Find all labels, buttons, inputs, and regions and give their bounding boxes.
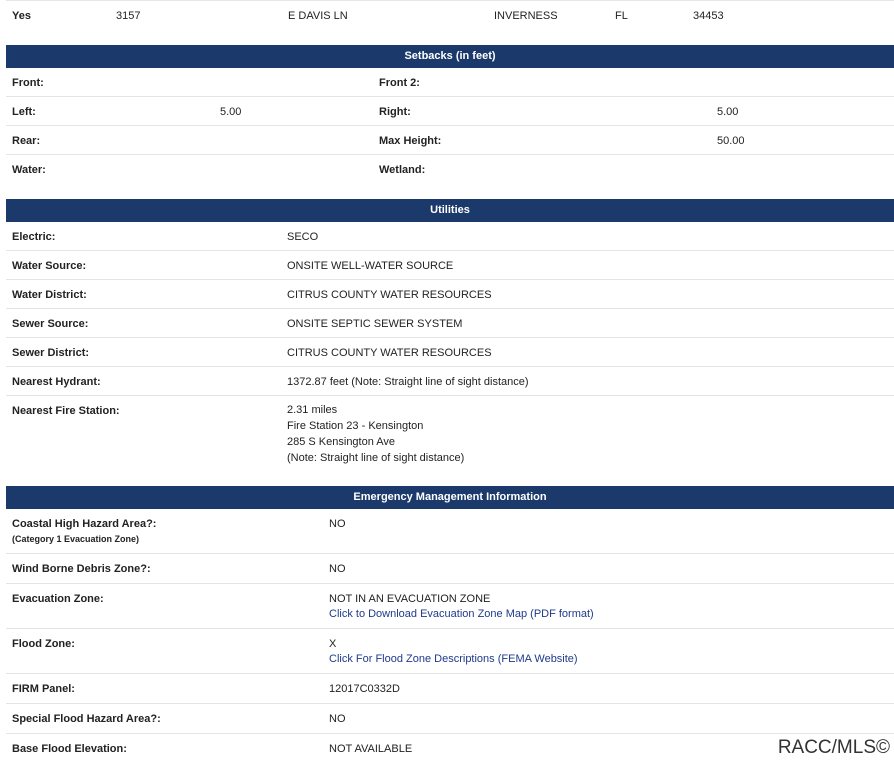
coastal-label: Coastal High Hazard Area?: bbox=[12, 518, 157, 530]
setbacks-row-water bbox=[6, 155, 894, 183]
top-col3: E DAVIS LN bbox=[288, 10, 348, 22]
fire-station-label: Nearest Fire Station: bbox=[12, 405, 120, 417]
fire-station-name: Fire Station 23 - Kensington bbox=[287, 420, 424, 432]
fire-station-address: 285 S Kensington Ave bbox=[287, 436, 396, 448]
utility-row-electric bbox=[6, 222, 894, 251]
water-source-value: ONSITE WELL-WATER SOURCE bbox=[287, 260, 454, 272]
bfe-value: NOT AVAILABLE bbox=[329, 743, 413, 755]
address-row bbox=[6, 0, 894, 35]
emergency-section bbox=[6, 486, 894, 763]
emergency-row-firm bbox=[6, 674, 894, 704]
emergency-row-bfe bbox=[6, 734, 894, 763]
electric-value: SECO bbox=[287, 231, 319, 243]
sewer-district-label: Sewer District: bbox=[12, 347, 90, 359]
wind-label: Wind Borne Debris Zone?: bbox=[12, 563, 151, 575]
flood-label: Flood Zone: bbox=[12, 638, 75, 650]
sewer-source-value: ONSITE SEPTIC SEWER SYSTEM bbox=[287, 318, 463, 330]
utilities-section bbox=[6, 199, 894, 487]
setbacks-row-front bbox=[6, 68, 894, 97]
wetland-label: Wetland: bbox=[379, 164, 426, 176]
water-source-label: Water Source: bbox=[12, 260, 87, 272]
top-col6: 34453 bbox=[693, 10, 724, 22]
evac-value: NOT IN AN EVACUATION ZONE bbox=[329, 593, 491, 605]
utility-row-water-source bbox=[6, 251, 894, 280]
firm-label: FIRM Panel: bbox=[12, 683, 75, 695]
top-col1: Yes bbox=[12, 10, 31, 22]
left-value: 5.00 bbox=[220, 106, 242, 118]
water-district-value: CITRUS COUNTY WATER RESOURCES bbox=[287, 289, 492, 301]
max-height-value: 50.00 bbox=[717, 135, 745, 147]
hydrant-value: 1372.87 feet (Note: Straight line of sight distance) bbox=[287, 376, 529, 388]
evac-map-link[interactable]: Click to Download Evacuation Zone Map (PDF format) bbox=[329, 608, 594, 620]
emergency-row-wind bbox=[6, 554, 894, 584]
front2-label: Front 2: bbox=[379, 77, 420, 89]
flood-zone-link[interactable]: Click For Flood Zone Descriptions (FEMA Website) bbox=[329, 653, 578, 665]
right-label: Right: bbox=[379, 106, 411, 118]
sewer-district-value: CITRUS COUNTY WATER RESOURCES bbox=[287, 347, 492, 359]
coastal-sub-label: (Category 1 Evacuation Zone) bbox=[12, 534, 140, 544]
fire-station-value bbox=[287, 402, 464, 466]
coastal-value: NO bbox=[329, 518, 346, 530]
utility-row-sewer-source bbox=[6, 309, 894, 338]
utility-row-sewer-district bbox=[6, 338, 894, 367]
emergency-row-evac bbox=[6, 584, 894, 629]
bfe-label: Base Flood Elevation: bbox=[12, 743, 127, 755]
water-district-label: Water District: bbox=[12, 289, 87, 301]
top-col2: 3157 bbox=[116, 10, 141, 22]
flood-value: X bbox=[329, 638, 337, 650]
evac-label: Evacuation Zone: bbox=[12, 593, 104, 605]
max-height-label: Max Height: bbox=[379, 135, 442, 147]
emergency-row-flood bbox=[6, 629, 894, 674]
fire-station-note: (Note: Straight line of sight distance) bbox=[287, 452, 465, 464]
emergency-row-sfha bbox=[6, 704, 894, 734]
utilities-header: Utilities bbox=[6, 199, 894, 222]
wind-value: NO bbox=[329, 563, 346, 575]
top-col4: INVERNESS bbox=[494, 10, 558, 22]
emergency-header: Emergency Management Information bbox=[6, 486, 894, 509]
setbacks-row-left bbox=[6, 97, 894, 126]
emergency-row-coastal bbox=[6, 509, 894, 554]
utility-row-water-district bbox=[6, 280, 894, 309]
electric-label: Electric: bbox=[12, 231, 56, 243]
rear-label: Rear: bbox=[12, 135, 41, 147]
right-value: 5.00 bbox=[717, 106, 739, 118]
sfha-value: NO bbox=[329, 713, 346, 725]
sfha-label: Special Flood Hazard Area?: bbox=[12, 713, 161, 725]
top-col5: FL bbox=[615, 10, 628, 22]
hydrant-label: Nearest Hydrant: bbox=[12, 376, 101, 388]
utility-row-hydrant bbox=[6, 367, 894, 396]
setbacks-row-rear bbox=[6, 126, 894, 155]
firm-value: 12017C0332D bbox=[329, 683, 400, 695]
front-label: Front: bbox=[12, 77, 44, 89]
mls-watermark: RACC/MLS© bbox=[777, 737, 890, 758]
utility-row-fire-station bbox=[6, 396, 894, 487]
fire-station-distance: 2.31 miles bbox=[287, 404, 338, 416]
setbacks-header: Setbacks (in feet) bbox=[6, 45, 894, 68]
setbacks-section bbox=[6, 45, 894, 183]
water-label: Water: bbox=[12, 164, 46, 176]
left-label: Left: bbox=[12, 106, 36, 118]
sewer-source-label: Sewer Source: bbox=[12, 318, 89, 330]
